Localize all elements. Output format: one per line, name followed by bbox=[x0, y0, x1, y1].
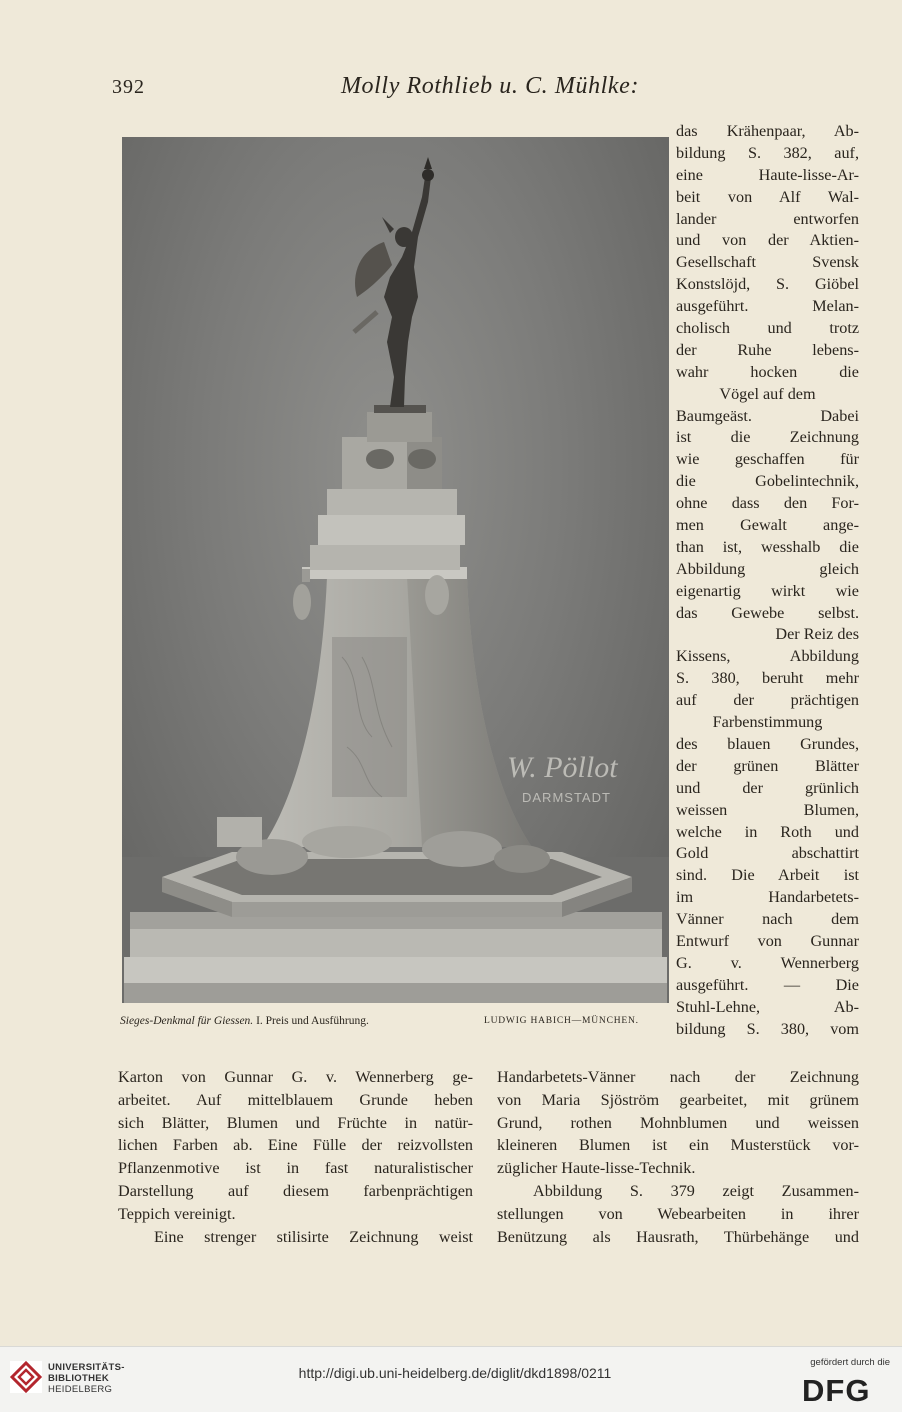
text-line: die Gobelintechnik, bbox=[676, 472, 859, 491]
text-line: Gold abschattirt bbox=[676, 844, 859, 863]
text-line: Teppich vereinigt. bbox=[118, 1204, 236, 1223]
text-line: der Ruhe lebens- bbox=[676, 340, 859, 359]
funding-note: gefördert durch die bbox=[810, 1357, 890, 1368]
text-line: ohne dass den For- bbox=[676, 494, 859, 513]
text-line: Pflanzenmotive ist in fast naturalistischer bbox=[118, 1159, 473, 1178]
dfg-logo-icon[interactable] bbox=[800, 1374, 892, 1404]
text-line: lichen Farben ab. Eine Fülle der reizvollsten bbox=[118, 1136, 473, 1155]
text-line: der grünen Blätter bbox=[676, 756, 859, 775]
text-line: Vögel auf dem bbox=[719, 384, 816, 403]
text-line: arbeitet. Auf mittelblauem Grunde heben bbox=[118, 1090, 473, 1109]
text-line: Handarbetets-Vänner nach der Zeichnung bbox=[497, 1068, 859, 1086]
text-line: than ist, wesshalb die bbox=[676, 537, 859, 556]
text-line: und von der Aktien- bbox=[676, 231, 859, 250]
text-line: lander entworfen bbox=[676, 209, 859, 228]
text-line: sind. Die Arbeit ist bbox=[676, 866, 859, 885]
text-line: eigenartig wirkt wie bbox=[676, 581, 859, 600]
text-line: stellungen von Webearbeiten in ihrer bbox=[497, 1204, 859, 1223]
text-line: bildung S. 380, vom bbox=[676, 1019, 859, 1038]
text-line: men Gewalt ange- bbox=[676, 516, 859, 535]
left-text-column bbox=[118, 1066, 473, 1248]
text-line: Kissens, Abbildung bbox=[676, 647, 859, 666]
text-line: bildung S. 382, auf, bbox=[676, 143, 859, 162]
text-line: Grund, rothen Mohnblumen und weissen bbox=[497, 1113, 859, 1132]
library-name-line: BIBLIOTHEK bbox=[48, 1373, 110, 1384]
text-line: G. v. Wennerberg bbox=[676, 953, 859, 972]
text-line: kleineren Blumen ist ein Musterstück vor- bbox=[497, 1136, 859, 1155]
text-line: Entwurf von Gunnar bbox=[676, 931, 859, 950]
text-line: ausgeführt. — Die bbox=[676, 975, 859, 994]
library-name-line: UNIVERSITÄTS- bbox=[48, 1362, 125, 1373]
side-text-column bbox=[676, 121, 859, 1040]
text-line: Abbildung S. 379 zeigt Zusammen- bbox=[533, 1181, 859, 1200]
text-line: sich Blätter, Blumen und Früchte in natür- bbox=[118, 1113, 473, 1132]
library-name-line: HEIDELBERG bbox=[48, 1384, 113, 1395]
text-line: im Handarbetets- bbox=[676, 888, 859, 907]
text-line: Der Reiz des bbox=[775, 625, 859, 644]
right-text-column bbox=[497, 1066, 859, 1248]
text-line: wahr hocken die bbox=[676, 362, 859, 381]
monument-photograph bbox=[122, 137, 669, 1003]
text-line: ausgeführt. Melan- bbox=[676, 297, 859, 316]
text-line: Farbenstimmung bbox=[712, 713, 823, 732]
text-line: Benützung als Hausrath, Thürbehänge und bbox=[497, 1227, 859, 1246]
permalink-url[interactable]: http://digi.ub.uni-heidelberg.de/diglit/dkd1898/0211 bbox=[298, 1365, 612, 1381]
text-line: cholisch und trotz bbox=[676, 319, 859, 338]
library-name bbox=[48, 1362, 125, 1395]
page-number: 392 bbox=[112, 76, 145, 98]
library-logo-icon[interactable] bbox=[10, 1361, 42, 1393]
photographer-place: DARMSTADT bbox=[522, 790, 611, 805]
text-line: und der grünlich bbox=[676, 778, 859, 797]
text-line: das Gewebe selbst. bbox=[676, 603, 859, 622]
text-line: Vänner nach dem bbox=[676, 910, 859, 929]
text-line: Karton von Gunnar G. v. Wennerberg ge- bbox=[118, 1068, 473, 1086]
text-line: S. 380, beruht mehr bbox=[676, 669, 859, 688]
text-line: weissen Blumen, bbox=[676, 800, 859, 819]
text-line: von Maria Sjöström gearbeitet, mit grünem bbox=[497, 1090, 859, 1109]
text-line: auf der prächtigen bbox=[676, 691, 859, 710]
text-line: wie geschaffen für bbox=[676, 450, 859, 469]
caption-text: I. Preis und Ausführung. bbox=[256, 1015, 369, 1027]
text-line: züglicher Haute-lisse-Technik. bbox=[497, 1159, 696, 1178]
text-line: das Krähenpaar, Ab- bbox=[676, 122, 859, 140]
digitization-footer bbox=[0, 1346, 902, 1412]
text-line: welche in Roth und bbox=[676, 822, 859, 841]
text-line: Eine strenger stilisirte Zeichnung weist bbox=[154, 1227, 473, 1246]
text-line: Gesellschaft Svensk bbox=[676, 253, 859, 272]
text-line: des blauen Grundes, bbox=[676, 734, 859, 753]
text-line: ist die Zeichnung bbox=[676, 428, 859, 447]
text-line: Baumgeäst. Dabei bbox=[676, 406, 859, 425]
text-line: Darstellung auf diesem farbenprächtigen bbox=[118, 1181, 473, 1200]
caption-credit: LUDWIG HABICH—MÜNCHEN. bbox=[484, 1016, 639, 1026]
monument-illustration bbox=[122, 137, 669, 1003]
text-line: beit von Alf Wal- bbox=[676, 187, 859, 206]
caption-title: Sieges-Denkmal für Giessen. bbox=[120, 1015, 254, 1027]
text-line: eine Haute-lisse-Ar- bbox=[676, 165, 859, 184]
dfg-logo-text: DFG bbox=[802, 1374, 871, 1404]
photographer-signature: W. Pöllot bbox=[507, 751, 618, 784]
text-line: Abbildung gleich bbox=[676, 559, 859, 578]
figure-caption bbox=[120, 1015, 675, 1027]
text-line: Stuhl-Lehne, Ab- bbox=[676, 997, 859, 1016]
text-line: Konstslöjd, S. Giöbel bbox=[676, 275, 859, 294]
running-title: Molly Rothlieb u. C. Mühlke: bbox=[340, 73, 640, 99]
